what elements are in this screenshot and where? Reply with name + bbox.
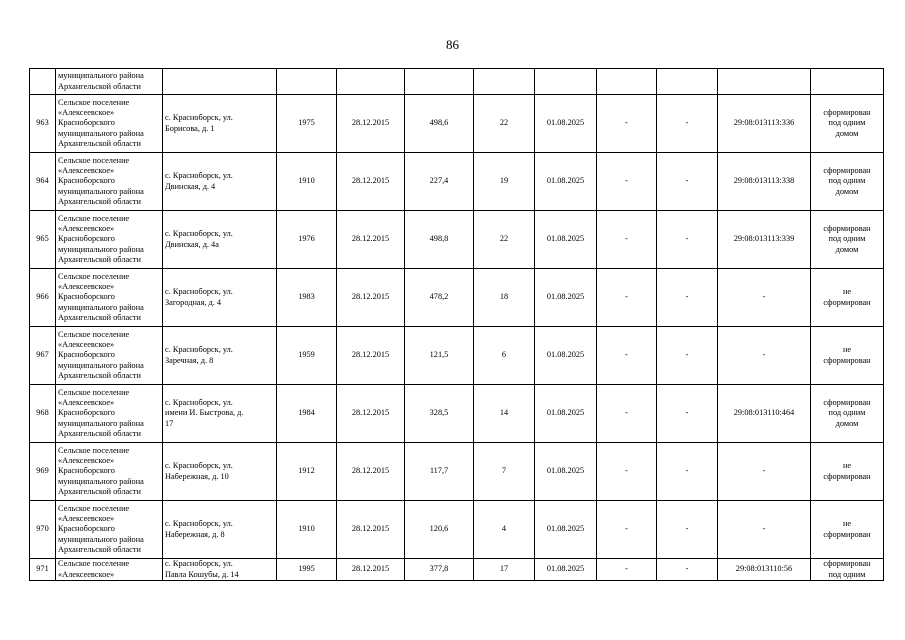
cell-status: не сформирован xyxy=(811,443,884,501)
cell-num: 970 xyxy=(30,501,56,559)
cell-municipality: Сельское поселение «Алексеевское» Красноборского муниципального района Архангельской области xyxy=(56,501,163,559)
cell-col9: - xyxy=(597,443,657,501)
cell-date: 28.12.2015 xyxy=(337,385,405,443)
cell-status: сформирован под одним домом xyxy=(811,385,884,443)
cell-status: не сформирован xyxy=(811,501,884,559)
cell-area: 227,4 xyxy=(405,153,474,211)
cell-address: с. Красноборск, ул. Заречная, д. 8 xyxy=(163,327,277,385)
cell-status xyxy=(811,69,884,95)
cell-residents xyxy=(474,69,535,95)
table-row xyxy=(30,95,884,153)
cell-cadastral: 29:08:013113:336 xyxy=(718,95,811,153)
table-row xyxy=(30,211,884,269)
cell-col10: - xyxy=(657,559,718,581)
table-row xyxy=(30,153,884,211)
cell-cadastral: 29:08:013113:338 xyxy=(718,153,811,211)
cell-num: 963 xyxy=(30,95,56,153)
cell-col9: - xyxy=(597,385,657,443)
cell-area: 377,8 xyxy=(405,559,474,581)
table-row xyxy=(30,327,884,385)
cell-num: 969 xyxy=(30,443,56,501)
cell-residents: 18 xyxy=(474,269,535,327)
cell-col10: - xyxy=(657,385,718,443)
cell-deadline: 01.08.2025 xyxy=(535,269,597,327)
cell-date: 28.12.2015 xyxy=(337,501,405,559)
cell-col10: - xyxy=(657,95,718,153)
cell-address: с. Красноборск, ул. Набережная, д. 10 xyxy=(163,443,277,501)
cell-year: 1995 xyxy=(277,559,337,581)
cell-year: 1984 xyxy=(277,385,337,443)
cell-col10 xyxy=(657,69,718,95)
cell-cadastral xyxy=(718,69,811,95)
housing-register-table xyxy=(29,68,884,581)
cell-col9: - xyxy=(597,269,657,327)
cell-municipality: Сельское поселение «Алексеевское» Красноборского муниципального района Архангельской области xyxy=(56,443,163,501)
cell-date xyxy=(337,69,405,95)
cell-deadline: 01.08.2025 xyxy=(535,95,597,153)
cell-municipality: Сельское поселение «Алексеевское» xyxy=(56,559,163,581)
cell-col9: - xyxy=(597,327,657,385)
cell-area: 498,6 xyxy=(405,95,474,153)
cell-status: сформирован под одним домом xyxy=(811,95,884,153)
cell-area: 121,5 xyxy=(405,327,474,385)
cell-col10: - xyxy=(657,443,718,501)
table-row xyxy=(30,559,884,581)
cell-municipality: муниципального района Архангельской области xyxy=(56,69,163,95)
cell-col10: - xyxy=(657,211,718,269)
cell-address: с. Красноборск, ул. Загородная, д. 4 xyxy=(163,269,277,327)
cell-year xyxy=(277,69,337,95)
cell-cadastral: 29:08:013113:339 xyxy=(718,211,811,269)
cell-municipality: Сельское поселение «Алексеевское» Красноборского муниципального района Архангельской области xyxy=(56,269,163,327)
cell-col9: - xyxy=(597,153,657,211)
cell-status: не сформирован xyxy=(811,327,884,385)
cell-date: 28.12.2015 xyxy=(337,211,405,269)
table-row xyxy=(30,443,884,501)
cell-num: 966 xyxy=(30,269,56,327)
cell-area: 328,5 xyxy=(405,385,474,443)
cell-residents: 6 xyxy=(474,327,535,385)
cell-address: с. Красноборск, ул. Двинская, д. 4 xyxy=(163,153,277,211)
cell-col9: - xyxy=(597,211,657,269)
cell-residents: 4 xyxy=(474,501,535,559)
cell-deadline: 01.08.2025 xyxy=(535,559,597,581)
cell-col9: - xyxy=(597,95,657,153)
cell-year: 1975 xyxy=(277,95,337,153)
cell-address: с. Красноборск, ул. Двинская, д. 4а xyxy=(163,211,277,269)
cell-status: сформирован под одним xyxy=(811,559,884,581)
cell-col10: - xyxy=(657,269,718,327)
cell-deadline: 01.08.2025 xyxy=(535,327,597,385)
cell-date: 28.12.2015 xyxy=(337,95,405,153)
cell-num: 971 xyxy=(30,559,56,581)
cell-residents: 22 xyxy=(474,211,535,269)
cell-date: 28.12.2015 xyxy=(337,153,405,211)
cell-cadastral: - xyxy=(718,269,811,327)
cell-area: 120,6 xyxy=(405,501,474,559)
cell-year: 1910 xyxy=(277,153,337,211)
cell-municipality: Сельское поселение «Алексеевское» Красноборского муниципального района Архангельской области xyxy=(56,95,163,153)
cell-area: 498,8 xyxy=(405,211,474,269)
cell-num: 964 xyxy=(30,153,56,211)
cell-col10: - xyxy=(657,327,718,385)
cell-address: с. Красноборск, ул. Борисова, д. 1 xyxy=(163,95,277,153)
cell-deadline: 01.08.2025 xyxy=(535,153,597,211)
cell-deadline: 01.08.2025 xyxy=(535,501,597,559)
cell-date: 28.12.2015 xyxy=(337,269,405,327)
cell-num xyxy=(30,69,56,95)
cell-col9: - xyxy=(597,501,657,559)
cell-status: не сформирован xyxy=(811,269,884,327)
cell-address: с. Красноборск, ул. Павла Кошубы, д. 14 xyxy=(163,559,277,581)
cell-residents: 19 xyxy=(474,153,535,211)
cell-residents: 17 xyxy=(474,559,535,581)
cell-cadastral: - xyxy=(718,443,811,501)
table-row-continued xyxy=(30,69,884,95)
cell-address: с. Красноборск, ул. Набережная, д. 8 xyxy=(163,501,277,559)
cell-residents: 7 xyxy=(474,443,535,501)
cell-year: 1959 xyxy=(277,327,337,385)
cell-cadastral: - xyxy=(718,327,811,385)
table-row xyxy=(30,385,884,443)
cell-area: 117,7 xyxy=(405,443,474,501)
cell-municipality: Сельское поселение «Алексеевское» Красноборского муниципального района Архангельской области xyxy=(56,385,163,443)
page-number: 86 xyxy=(446,37,459,52)
cell-year: 1912 xyxy=(277,443,337,501)
cell-municipality: Сельское поселение «Алексеевское» Красноборского муниципального района Архангельской области xyxy=(56,153,163,211)
cell-num: 965 xyxy=(30,211,56,269)
cell-cadastral: 29:08:013110:464 xyxy=(718,385,811,443)
table-row xyxy=(30,269,884,327)
cell-residents: 22 xyxy=(474,95,535,153)
cell-col10: - xyxy=(657,153,718,211)
cell-deadline: 01.08.2025 xyxy=(535,443,597,501)
cell-cadastral: 29:08:013110:56 xyxy=(718,559,811,581)
cell-deadline: 01.08.2025 xyxy=(535,385,597,443)
cell-col9: - xyxy=(597,559,657,581)
cell-deadline: 01.08.2025 xyxy=(535,211,597,269)
cell-col9 xyxy=(597,69,657,95)
cell-area xyxy=(405,69,474,95)
cell-year: 1976 xyxy=(277,211,337,269)
cell-year: 1983 xyxy=(277,269,337,327)
cell-area: 478,2 xyxy=(405,269,474,327)
cell-residents: 14 xyxy=(474,385,535,443)
cell-date: 28.12.2015 xyxy=(337,559,405,581)
cell-status: сформирован под одним домом xyxy=(811,153,884,211)
cell-municipality: Сельское поселение «Алексеевское» Красноборского муниципального района Архангельской области xyxy=(56,327,163,385)
cell-municipality: Сельское поселение «Алексеевское» Красноборского муниципального района Архангельской области xyxy=(56,211,163,269)
cell-status: сформирован под одним домом xyxy=(811,211,884,269)
cell-date: 28.12.2015 xyxy=(337,327,405,385)
table-row xyxy=(30,501,884,559)
cell-deadline xyxy=(535,69,597,95)
cell-address: с. Красноборск, ул. имени И. Быстрова, д. 17 xyxy=(163,385,277,443)
cell-date: 28.12.2015 xyxy=(337,443,405,501)
cell-num: 967 xyxy=(30,327,56,385)
cell-col10: - xyxy=(657,501,718,559)
cell-address xyxy=(163,69,277,95)
cell-cadastral: - xyxy=(718,501,811,559)
cell-year: 1910 xyxy=(277,501,337,559)
cell-num: 968 xyxy=(30,385,56,443)
